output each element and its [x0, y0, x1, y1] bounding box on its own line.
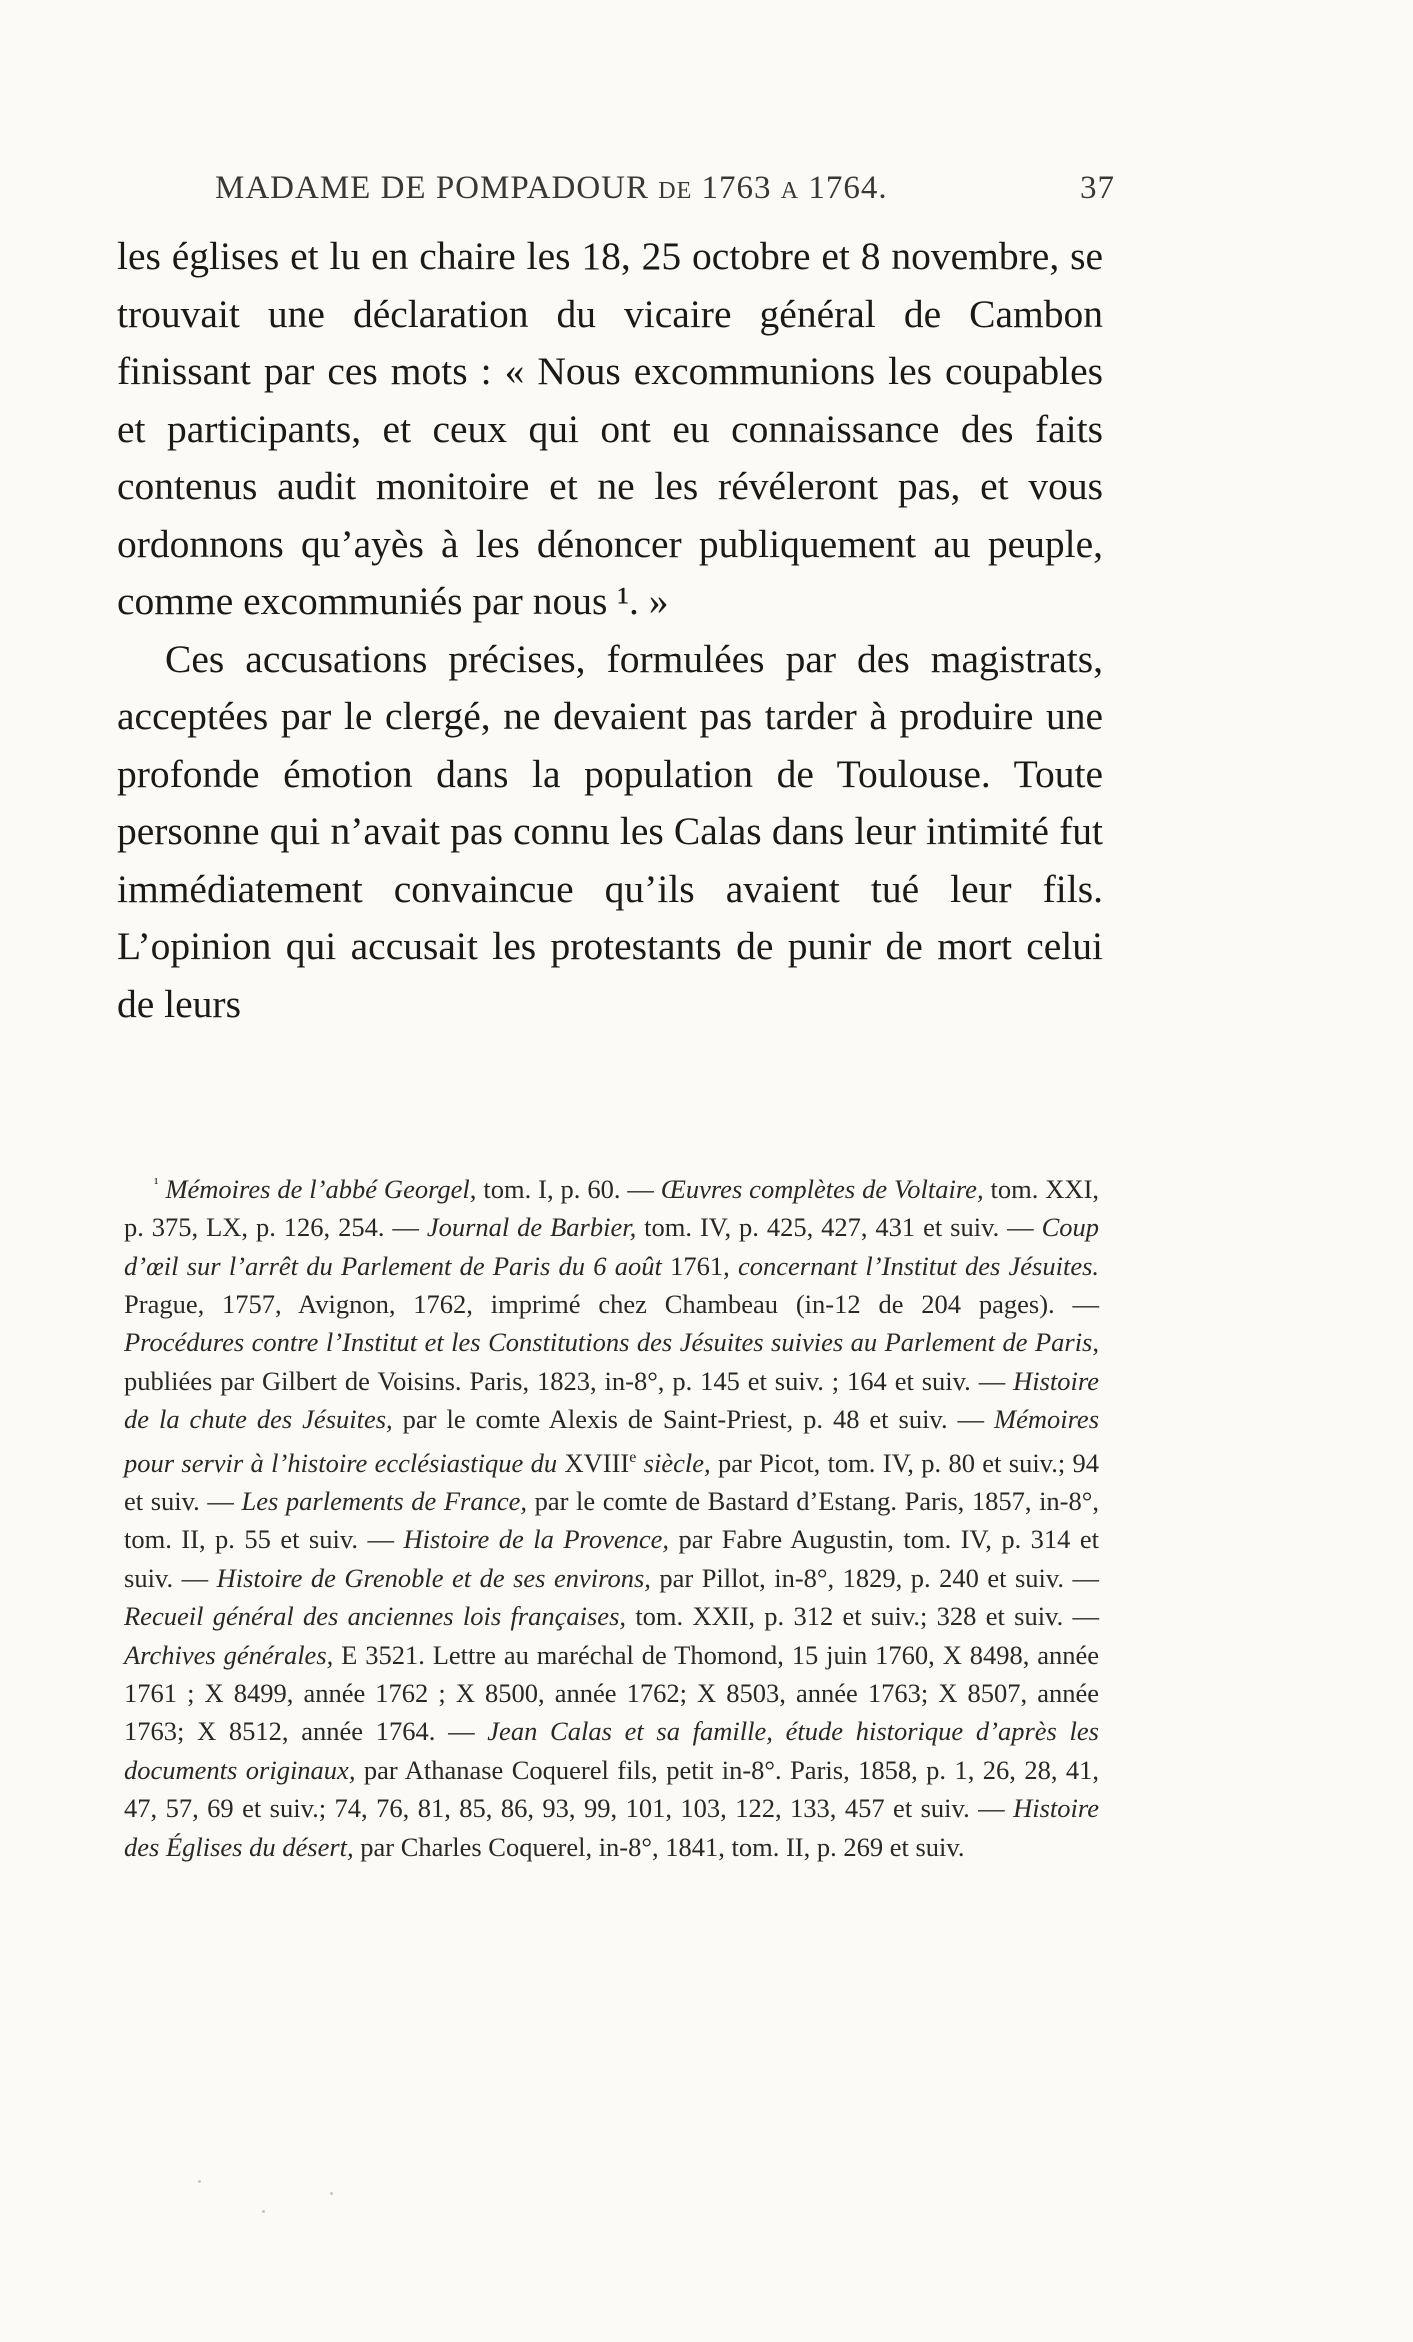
paragraph-1: les églises et lu en chaire les 18, 25 octobre et 8 novembre, se trouvait une déclaration du vicaire général de Cambon finissant par ces mots : « Nous excommunions les coupables et participants, et ceux qui ont eu connaissance des faits contenus audit monitoire et ne les révéleront pas, et vous ordonnons qu’ayès à les dénoncer publiquement au peuple, comme excommuniés par nous ¹. »: [117, 234, 1103, 623]
speck: [198, 2180, 201, 2183]
paragraph-2: Ces accusations précises, formulées par des magistrats, acceptées par le clergé, ne devaient pas tarder à produire une profonde émotion dans la population de Toulouse. Toute personne qui n’avait pas connu les Calas dans leur intimité fut immédiatement convaincue qu’ils avaient tué leur fils. L’opinion qui accusait les protestants de punir de mort celui de leurs: [117, 636, 1103, 1026]
footnote: [124, 1165, 1099, 1866]
running-title: MADAME DE POMPADOUR DE 1763 A 1764.: [215, 170, 888, 206]
page-number: 37: [1080, 170, 1115, 206]
footnote-text: $^{^1}$ Mémoires de l’abbé Georgel, tom. I, p. 60. — Œuvres complètes de Voltaire, tom. XXI, p. 375, LX, p. 126, 254. — Journal de Barbier, tom. IV, p. 425, 427, 431 et suiv. — Coup d’œil sur l’arrêt du Parlement de Paris du 6 août 1761, concernant l’Institut des Jésuites. Prague, 1757, Avignon, 1762, imprimé chez Chambeau (in-12 de 204 pages). — Procédures contre l’Institut et les Constitutions des Jésuites suivies au Parlement de Paris, publiées par Gilbert de Voisins. Paris, 1823, in-8°, p. 145 et suiv. ; 164 et suiv. — Histoire de la chute des Jésuites, par le comte Alexis de Saint-Priest, p. 48 et suiv. — Mémoires pour servir à l’histoire ecclésiastique du XVIIIe siècle, par Picot, tom. IV, p. 80 et suiv.; 94 et suiv. — Les parlements de France, par le comte de Bastard d’Estang. Paris, 1857, in-8°, tom. II, p. 55 et suiv. — Histoire de la Provence, par Fabre Augustin, tom. IV, p. 314 et suiv. — Histoire de Grenoble et de ses environs, par Pillot, in-8°, 1829, p. 240 et suiv. — Recueil général des anciennes lois françaises, tom. XXII, p. 312 et suiv.; 328 et suiv. — Archives générales, E 3521. Lettre au maréchal de Thomond, 15 juin 1760, X 8498, année 1761 ; X 8499, année 1762 ; X 8500, année 1762; X 8503, année 1763; X 8507, année 1763; X 8512, année 1764. — Jean Calas et sa famille, étude historique d’après les documents originaux, par Athanase Coquerel fils, petit in-8°. Paris, 1858, p. 1, 26, 28, 41, 47, 57, 69 et suiv.; 74, 76, 81, 85, 86, 93, 99, 101, 103, 122, 133, 457 et suiv. — Histoire des Églises du désert, par Charles Coquerel, in-8°, 1841, tom. II, p. 269 et suiv.: [124, 1173, 1100, 1862]
speck: [262, 2210, 265, 2213]
speck: [330, 2192, 333, 2195]
paper-specks: [190, 2170, 390, 2230]
main-text: [117, 228, 1103, 1033]
running-header: [215, 170, 1115, 212]
footnote-marker: ¹: [154, 1176, 159, 1192]
